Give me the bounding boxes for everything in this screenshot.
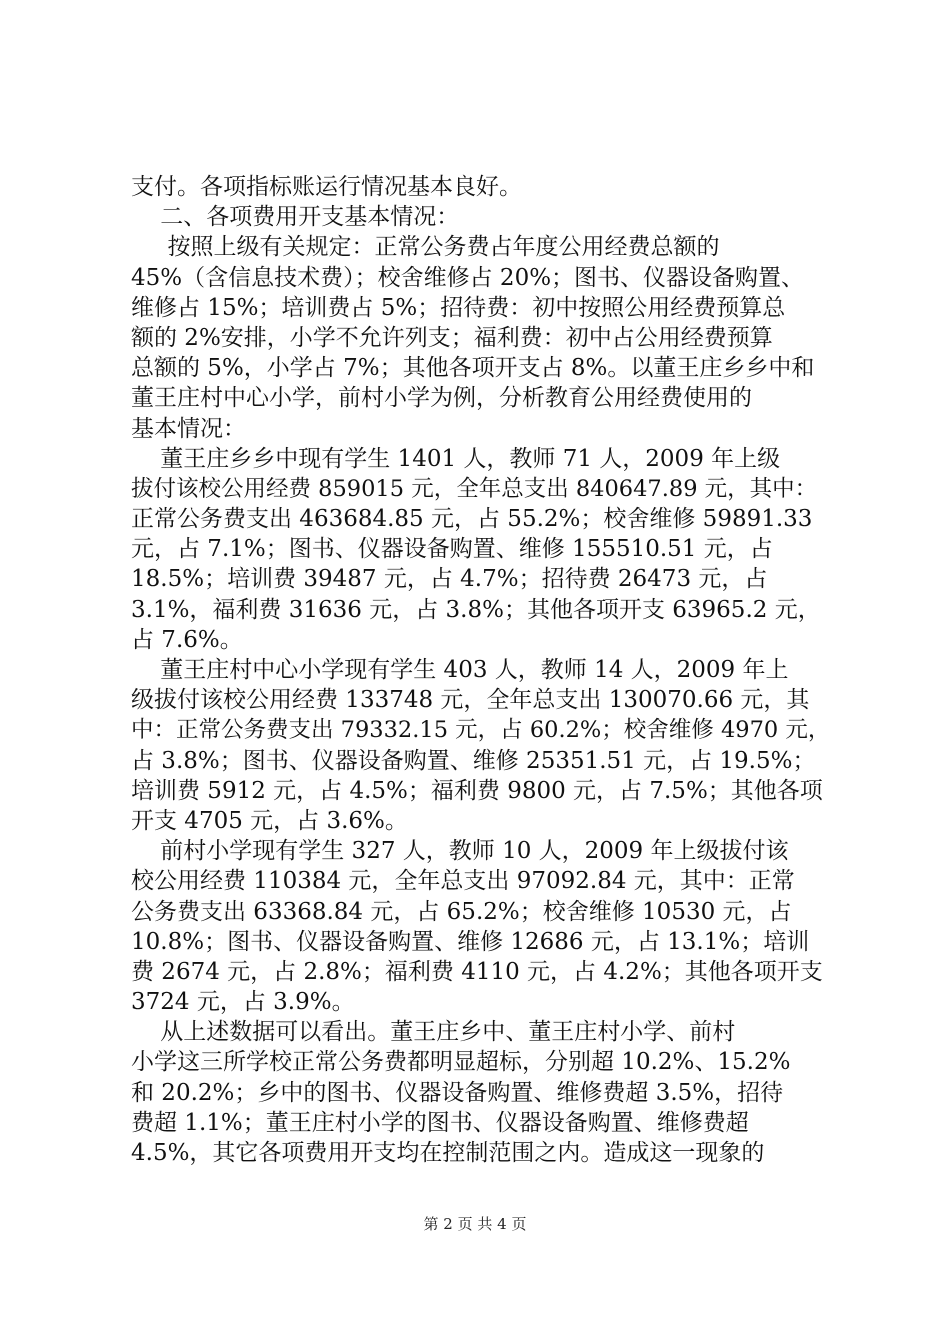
text-line: 元，占 7.1%；图书、仪器设备购置、维修 155510.51 元，占 [131, 536, 773, 563]
text-line: 3.1%，福利费 31636 元，占 3.8%；其他各项开支 63965.2 元， [131, 596, 821, 623]
text-line: 和 20.2%；乡中的图书、仪器设备购置、维修费超 3.5%，招待 [131, 1079, 784, 1106]
document-body [131, 172, 831, 1168]
text-line: 支付。各项指标账运行情况基本良好。 [131, 174, 522, 200]
text-line: 维修占 15%；培训费占 5%；招待费：初中按照公用经费预算总 [131, 294, 786, 321]
text-line: 额的 2%安排，小学不允许列支；福利费：初中占公用经费预算 [131, 324, 773, 351]
text-line: 占 3.8%；图书、仪器设备购置、维修 25351.51 元，占 19.5%； [131, 747, 816, 774]
text-line: 中：正常公务费支出 79332.15 元，占 60.2%；校舍维修 4970 元， [131, 717, 831, 744]
text-line: 总额的 5%，小学占 7%；其他各项开支占 8%。以董王庄乡乡中和 [131, 355, 815, 382]
text-line: 董王庄村中心小学现有学生 403 人，教师 14 人，2009 年上 [131, 657, 789, 683]
text-line: 占 7.6%。 [131, 626, 243, 653]
text-line: 正常公务费支出 463684.85 元，占 55.2%；校舍维修 59891.33 [131, 506, 813, 533]
text-line: 董王庄乡乡中现有学生 1401 人，教师 71 人，2009 年上级 [131, 445, 781, 472]
text-line: 18.5%；培训费 39487 元，占 4.7%；招待费 26473 元，占 [131, 566, 768, 593]
text-line: 4.5%，其它各项费用开支均在控制范围之内。造成这一现象的 [131, 1140, 765, 1166]
text-line: 3724 元，占 3.9%。 [131, 989, 355, 1016]
text-line: 培训费 5912 元，占 4.5%；福利费 9800 元，占 7.5%；其他各项 [131, 777, 823, 804]
text-line: 校公用经费 110384 元，全年总支出 97092.84 元，其中：正常 [131, 868, 795, 895]
text-line: 开支 4705 元，占 3.6%。 [131, 807, 408, 834]
text-line: 公务费支出 63368.84 元，占 65.2%；校舍维修 10530 元，占 [131, 898, 792, 925]
text-line: 董王庄村中心小学，前村小学为例，分析教育公用经费使用的 [131, 385, 752, 412]
text-line: 级拔付该校公用经费 133748 元，全年总支出 130070.66 元，其 [131, 687, 810, 714]
text-line: 从上述数据可以看出。董王庄乡中、董王庄村小学、前村 [131, 1019, 736, 1046]
page-footer: 第 2 页 共 4 页 [423, 1215, 527, 1233]
text-line: 小学这三所学校正常公务费都明显超标，分别超 10.2%、15.2% [131, 1049, 791, 1076]
text-line: 费超 1.1%；董王庄村小学的图书、仪器设备购置、维修费超 [131, 1109, 749, 1136]
text-line: 拔付该校公用经费 859015 元，全年总支出 840647.89 元，其中： [131, 475, 818, 502]
text-line: 10.8%；图书、仪器设备购置、维修 12686 元，占 13.1%；培训 [131, 928, 810, 955]
text-line: 费 2674 元，占 2.8%；福利费 4110 元，占 4.2%；其他各项开支 [131, 958, 823, 985]
text-line: 按照上级有关规定：正常公务费占年度公用经费总额的 [131, 234, 720, 261]
text-line: 基本情况： [131, 415, 246, 442]
text-line: 45%（含信息技术费）；校舍维修占 20%；图书、仪器设备购置、 [131, 264, 805, 291]
text-line: 前村小学现有学生 327 人，教师 10 人，2009 年上级拔付该 [131, 838, 789, 865]
text-line: 二、各项费用开支基本情况： [131, 204, 460, 231]
